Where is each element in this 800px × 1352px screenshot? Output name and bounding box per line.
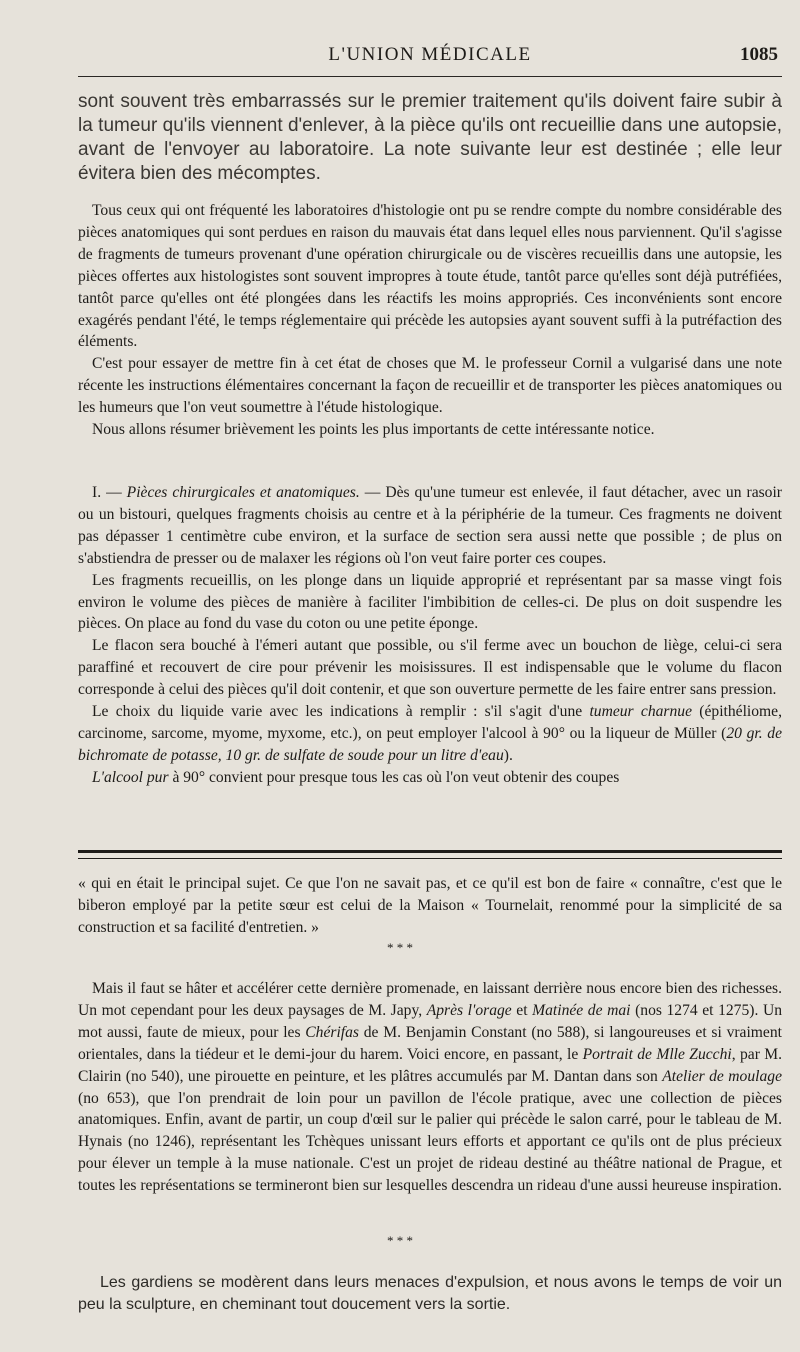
article-paragraph: Le flacon sera bouché à l'émeri autant que possible, ou s'il ferme avec un bouchon de liège, celui-ci sera paraffiné et recouvert de cire pour prévenir les moisissures. Il est indispensable que le volume du flacon corresponde à celui des pièces qu'il doit contenir, et que son ouverture permette de les faire entrer sans pression. xyxy=(78,637,782,699)
section-heading-paragraph xyxy=(78,482,782,570)
salon-quote xyxy=(78,873,782,939)
text-run: (no 653), que l'on prendrait de loin pour un pavillon de l'école pratique, avec une collection de pièces anatomiques. Enfin, avant de partir, un coup d'œil sur le palier qui précède le salon carré, pour le tableau de M. Hynais (no 1246), représentant les Tchèques unissant leurs efforts et apportant ce qu'ils ont de plus précieux pour élever un temple à la muse nationale. C'est un projet de rideau destiné au théâtre national de Prague, et toutes les représentations se termineront bien sur lesquelles descendra un rideau d'une aussi heureuse inspiration. xyxy=(78,1089,782,1195)
italic-run: tumeur charnue xyxy=(589,703,693,721)
italic-run: 20 gr. de bichromate de potasse, 10 gr. de sulfate de soude pour un litre d'eau xyxy=(78,724,782,764)
article-paragraph: Nous allons résumer brièvement les points les plus importants de cette intéressante notice. xyxy=(92,421,655,439)
article-paragraph: C'est pour essayer de mettre fin à cet état de choses que M. le professeur Cornil a vulgarisé dans une note récente les instructions élémentaires concernant la façon de recueillir et de transporter les pièces anatomiques ou les humeurs que l'on veut soumettre à l'étude histologique. xyxy=(78,355,782,417)
italic-run: Matinée de mai xyxy=(532,1001,631,1019)
article-paragraph xyxy=(78,767,782,789)
page-header xyxy=(78,40,782,74)
italic-run: Atelier de moulage xyxy=(662,1067,782,1085)
italic-run: Après l'orage xyxy=(426,1001,512,1019)
italic-run: Portrait de Mlle Zucchi xyxy=(582,1045,732,1063)
text-run: et xyxy=(511,1001,533,1019)
text-run: Le choix du liquide varie avec les indications à remplir : s'il s'agit d'une xyxy=(92,703,590,721)
article-intro xyxy=(78,200,782,441)
quote-paragraph: « qui en était le principal sujet. Ce que l'on ne savait pas, et ce qu'il est bon de faire « connaître, c'est que le biberon employé par la petite sœur est celui de la Maison « Tournelait, renommé pour la simplicité de sa construction et sa facilité d'entretien. » xyxy=(78,875,782,936)
section-number: I. — xyxy=(92,484,127,501)
salon-paragraph xyxy=(78,978,782,1197)
section-divider xyxy=(78,850,782,859)
article-paragraph xyxy=(78,701,782,767)
final-paragraph: Les gardiens se modèrent dans leurs menaces d'expulsion, et nous avons le temps de voir un peu la sculpture, en cheminant tout doucement vers la sortie. xyxy=(78,1274,782,1313)
header-rule xyxy=(78,76,782,77)
italic-run: L'alcool pur xyxy=(92,768,169,786)
lead-paragraph: sont souvent très embarrassés sur le premier traitement qu'ils doivent faire subir à la tumeur qu'ils viennent d'enlever, à la pièce qu'ils ont recueillie dans une autopsie, avant de l'envoyer au laboratoire. La note suivante leur est destinée ; elle leur évitera bien des mécomptes. xyxy=(78,91,782,184)
text-run: à 90° convient pour presque tous les cas où l'on veut obtenir des coupes xyxy=(168,768,620,786)
text-run: de M. Benjamin Constant (no 588), si langoureuses et si vraiment orientales, dans la tiédeur et le demi-jour du harem. Voici encore, en passant, le xyxy=(78,1023,782,1063)
salon-section xyxy=(78,978,782,1197)
section-text: — Dès qu'une tumeur est enlevée, il faut détacher, avec un rasoir ou un bistouri, quelques fragments choisis au centre et à la périphérie de la tumeur. Ces fragments ne doivent pas dépasser 1 centimètre cube environ, et la surface de section sera aussi nette que possible ; de plus on s'abstiendra de presser ou de malaxer les régions où l'on veut faire porter ces coupes. xyxy=(78,484,782,567)
text-run: ). xyxy=(503,746,513,764)
running-title: L'UNION MÉDICALE xyxy=(328,44,532,65)
asterism: * * * xyxy=(387,1233,413,1248)
text-run: , par M. Clairin (no 540), une pirouette en peinture, et les plâtres accumulés par M. Dantan dans son xyxy=(78,1045,783,1085)
text-run: Mais il faut se hâter et accélérer cette dernière promenade, en laissant derrière nous encore bien des richesses. Un mot cependant pour les deux paysages de M. Japy, xyxy=(78,980,782,1019)
final-paragraph-block xyxy=(78,1272,782,1316)
page-number: 1085 xyxy=(740,44,778,65)
text-run: (épithéliome, carcinome, sarcome, myome, myxome, etc.), on peut employer l'alcool à 90° ou la liqueur de Müller ( xyxy=(78,703,782,742)
article-paragraph: Tous ceux qui ont fréquenté les laboratoires d'histologie ont pu se rendre compte du nombre considérable des pièces anatomiques qui sont perdues en raison du mauvais état dans lequel elles nous parviennent. Qu'il s'agisse de fragments de tumeurs provenant d'une opération chirurgicale ou de viscères recueillis dans une autopsie, les pièces offertes aux histologistes sont souvent impropres à toute étude, tantôt parce qu'elles sont déjà putréfiées, tantôt parce qu'elles ont été plongées dans les réactifs les moins appropriés. Ces inconvénients sont encore exagérés pendant l'été, le temps réglementaire qui précède les autopsies ayant souvent suffi à la putréfaction des éléments. xyxy=(78,202,782,351)
text-run: (nos 1274 et 1275). Un mot aussi, faute de mieux, pour les xyxy=(78,1001,783,1041)
article-paragraph: Les fragments recueillis, on les plonge dans un liquide approprié et représentant par sa masse vingt fois environ le volume des pièces de manière à faciliter l'imbibition de celles-ci. De plus on doit suspendre les pièces. On place au fond du vase du coton ou une petite éponge. xyxy=(78,571,782,633)
section-title: Pièces chirurgicales et anatomiques. xyxy=(126,484,360,501)
italic-run: Chérifas xyxy=(305,1023,359,1041)
article-section-1 xyxy=(78,482,782,789)
asterism: * * * xyxy=(387,940,413,955)
